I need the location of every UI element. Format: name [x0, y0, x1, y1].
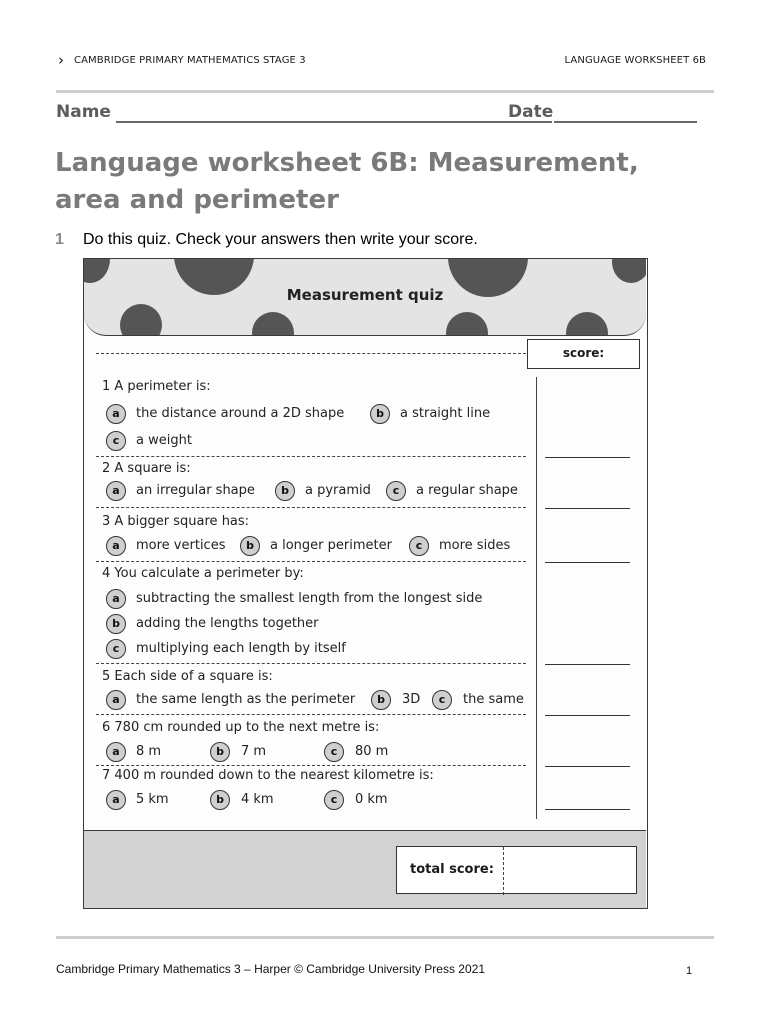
- answer-line[interactable]: [545, 766, 630, 767]
- decor-dot: [446, 312, 488, 336]
- option-text: a longer perimeter: [270, 538, 392, 553]
- option-badge[interactable]: c: [409, 536, 429, 556]
- option-badge[interactable]: a: [106, 536, 126, 556]
- option-badge[interactable]: b: [275, 481, 295, 501]
- option-badge[interactable]: b: [371, 690, 391, 710]
- option-text: more sides: [439, 538, 511, 553]
- option-text: a weight: [136, 433, 192, 448]
- option-badge[interactable]: b: [370, 404, 390, 424]
- question-separator: [96, 507, 526, 508]
- date-write-line[interactable]: [554, 121, 697, 123]
- option-badge[interactable]: a: [106, 790, 126, 810]
- quiz-title: Measurement quiz: [286, 286, 444, 304]
- option-badge[interactable]: c: [106, 431, 126, 451]
- footer-credit: Cambridge Primary Mathematics 3 – Harper © Cambridge University Press 2021: [56, 962, 485, 976]
- instruction-number: 1: [55, 231, 64, 248]
- page-title: Language worksheet 6B: Measurement, area and perimeter: [55, 148, 639, 215]
- option-text: the same: [463, 692, 524, 707]
- score-column-divider: [536, 377, 537, 819]
- answer-line[interactable]: [545, 664, 630, 665]
- page-number: 1: [686, 965, 693, 977]
- decor-dot: [252, 312, 294, 336]
- option-text: 3D: [402, 692, 421, 707]
- option-badge[interactable]: c: [432, 690, 452, 710]
- total-score-box: [396, 846, 637, 894]
- answer-line[interactable]: [545, 562, 630, 563]
- option-badge[interactable]: a: [106, 690, 126, 710]
- option-text: 4 km: [241, 792, 274, 807]
- option-text: the distance around a 2D shape: [136, 406, 345, 421]
- option-text: 0 km: [355, 792, 388, 807]
- option-text: a pyramid: [305, 483, 371, 498]
- question-separator: [96, 714, 526, 715]
- instruction: [55, 231, 478, 249]
- footer-rule: [56, 936, 714, 939]
- header-rule: [56, 90, 714, 93]
- option-badge[interactable]: b: [240, 536, 260, 556]
- score-dashed-line: [96, 353, 526, 354]
- option-badge[interactable]: a: [106, 404, 126, 424]
- option-badge[interactable]: b: [210, 790, 230, 810]
- option-text: an irregular shape: [136, 483, 255, 498]
- question-separator: [96, 561, 526, 562]
- option-badge[interactable]: c: [106, 639, 126, 659]
- question-7: 7 400 m rounded down to the nearest kilometre is:: [102, 768, 434, 783]
- option-text: more vertices: [136, 538, 226, 553]
- answer-line[interactable]: [545, 457, 630, 458]
- question-6: 6 780 cm rounded up to the next metre is:: [102, 720, 380, 735]
- option-badge[interactable]: c: [324, 790, 344, 810]
- option-badge[interactable]: a: [106, 742, 126, 762]
- total-score-label: total score:: [410, 862, 494, 877]
- answer-line[interactable]: [545, 715, 630, 716]
- option-text: 8 m: [136, 744, 162, 759]
- name-label: Name: [56, 102, 111, 122]
- question-separator: [96, 765, 526, 766]
- option-text: the same length as the perimeter: [136, 692, 356, 707]
- option-text: 5 km: [136, 792, 169, 807]
- option-badge[interactable]: c: [324, 742, 344, 762]
- option-text: 80 m: [355, 744, 389, 759]
- question-3: 3 A bigger square has:: [102, 514, 250, 529]
- chevron-right-icon: ›: [58, 51, 65, 69]
- quiz-card: [83, 258, 648, 909]
- name-date-row: [56, 102, 716, 124]
- question-separator: [96, 663, 526, 664]
- option-text: multiplying each length by itself: [136, 641, 346, 656]
- running-header: [58, 52, 710, 70]
- answer-line[interactable]: [545, 508, 630, 509]
- date-label: Date: [508, 102, 554, 122]
- question-separator: [96, 456, 526, 457]
- score-box: score:: [527, 339, 640, 369]
- option-text: subtracting the smallest length from the longest side: [136, 591, 483, 606]
- answer-line[interactable]: [545, 809, 630, 810]
- option-badge[interactable]: a: [106, 481, 126, 501]
- option-badge[interactable]: b: [210, 742, 230, 762]
- option-badge[interactable]: b: [106, 614, 126, 634]
- question-2: 2 A square is:: [102, 461, 191, 476]
- question-5: 5 Each side of a square is:: [102, 669, 273, 684]
- question-1: 1 A perimeter is:: [102, 379, 211, 394]
- name-write-line[interactable]: [116, 121, 552, 123]
- decor-dot: [566, 312, 608, 336]
- total-score-divider: [503, 847, 504, 895]
- option-text: a regular shape: [416, 483, 518, 498]
- quiz-banner: [84, 259, 646, 336]
- decor-dot: [120, 304, 162, 336]
- question-4: 4 You calculate a perimeter by:: [102, 566, 304, 581]
- option-badge[interactable]: c: [386, 481, 406, 501]
- option-text: 7 m: [241, 744, 267, 759]
- option-text: adding the lengths together: [136, 616, 319, 631]
- option-badge[interactable]: a: [106, 589, 126, 609]
- decor-dot: [612, 259, 646, 283]
- instruction-text: Do this quiz. Check your answers then write your score.: [83, 231, 478, 248]
- option-text: a straight line: [400, 406, 491, 421]
- decor-dot: [84, 259, 110, 283]
- series-title: CAMBRIDGE PRIMARY MATHEMATICS STAGE 3: [74, 55, 306, 66]
- sheet-title: LANGUAGE WORKSHEET 6B: [564, 55, 706, 66]
